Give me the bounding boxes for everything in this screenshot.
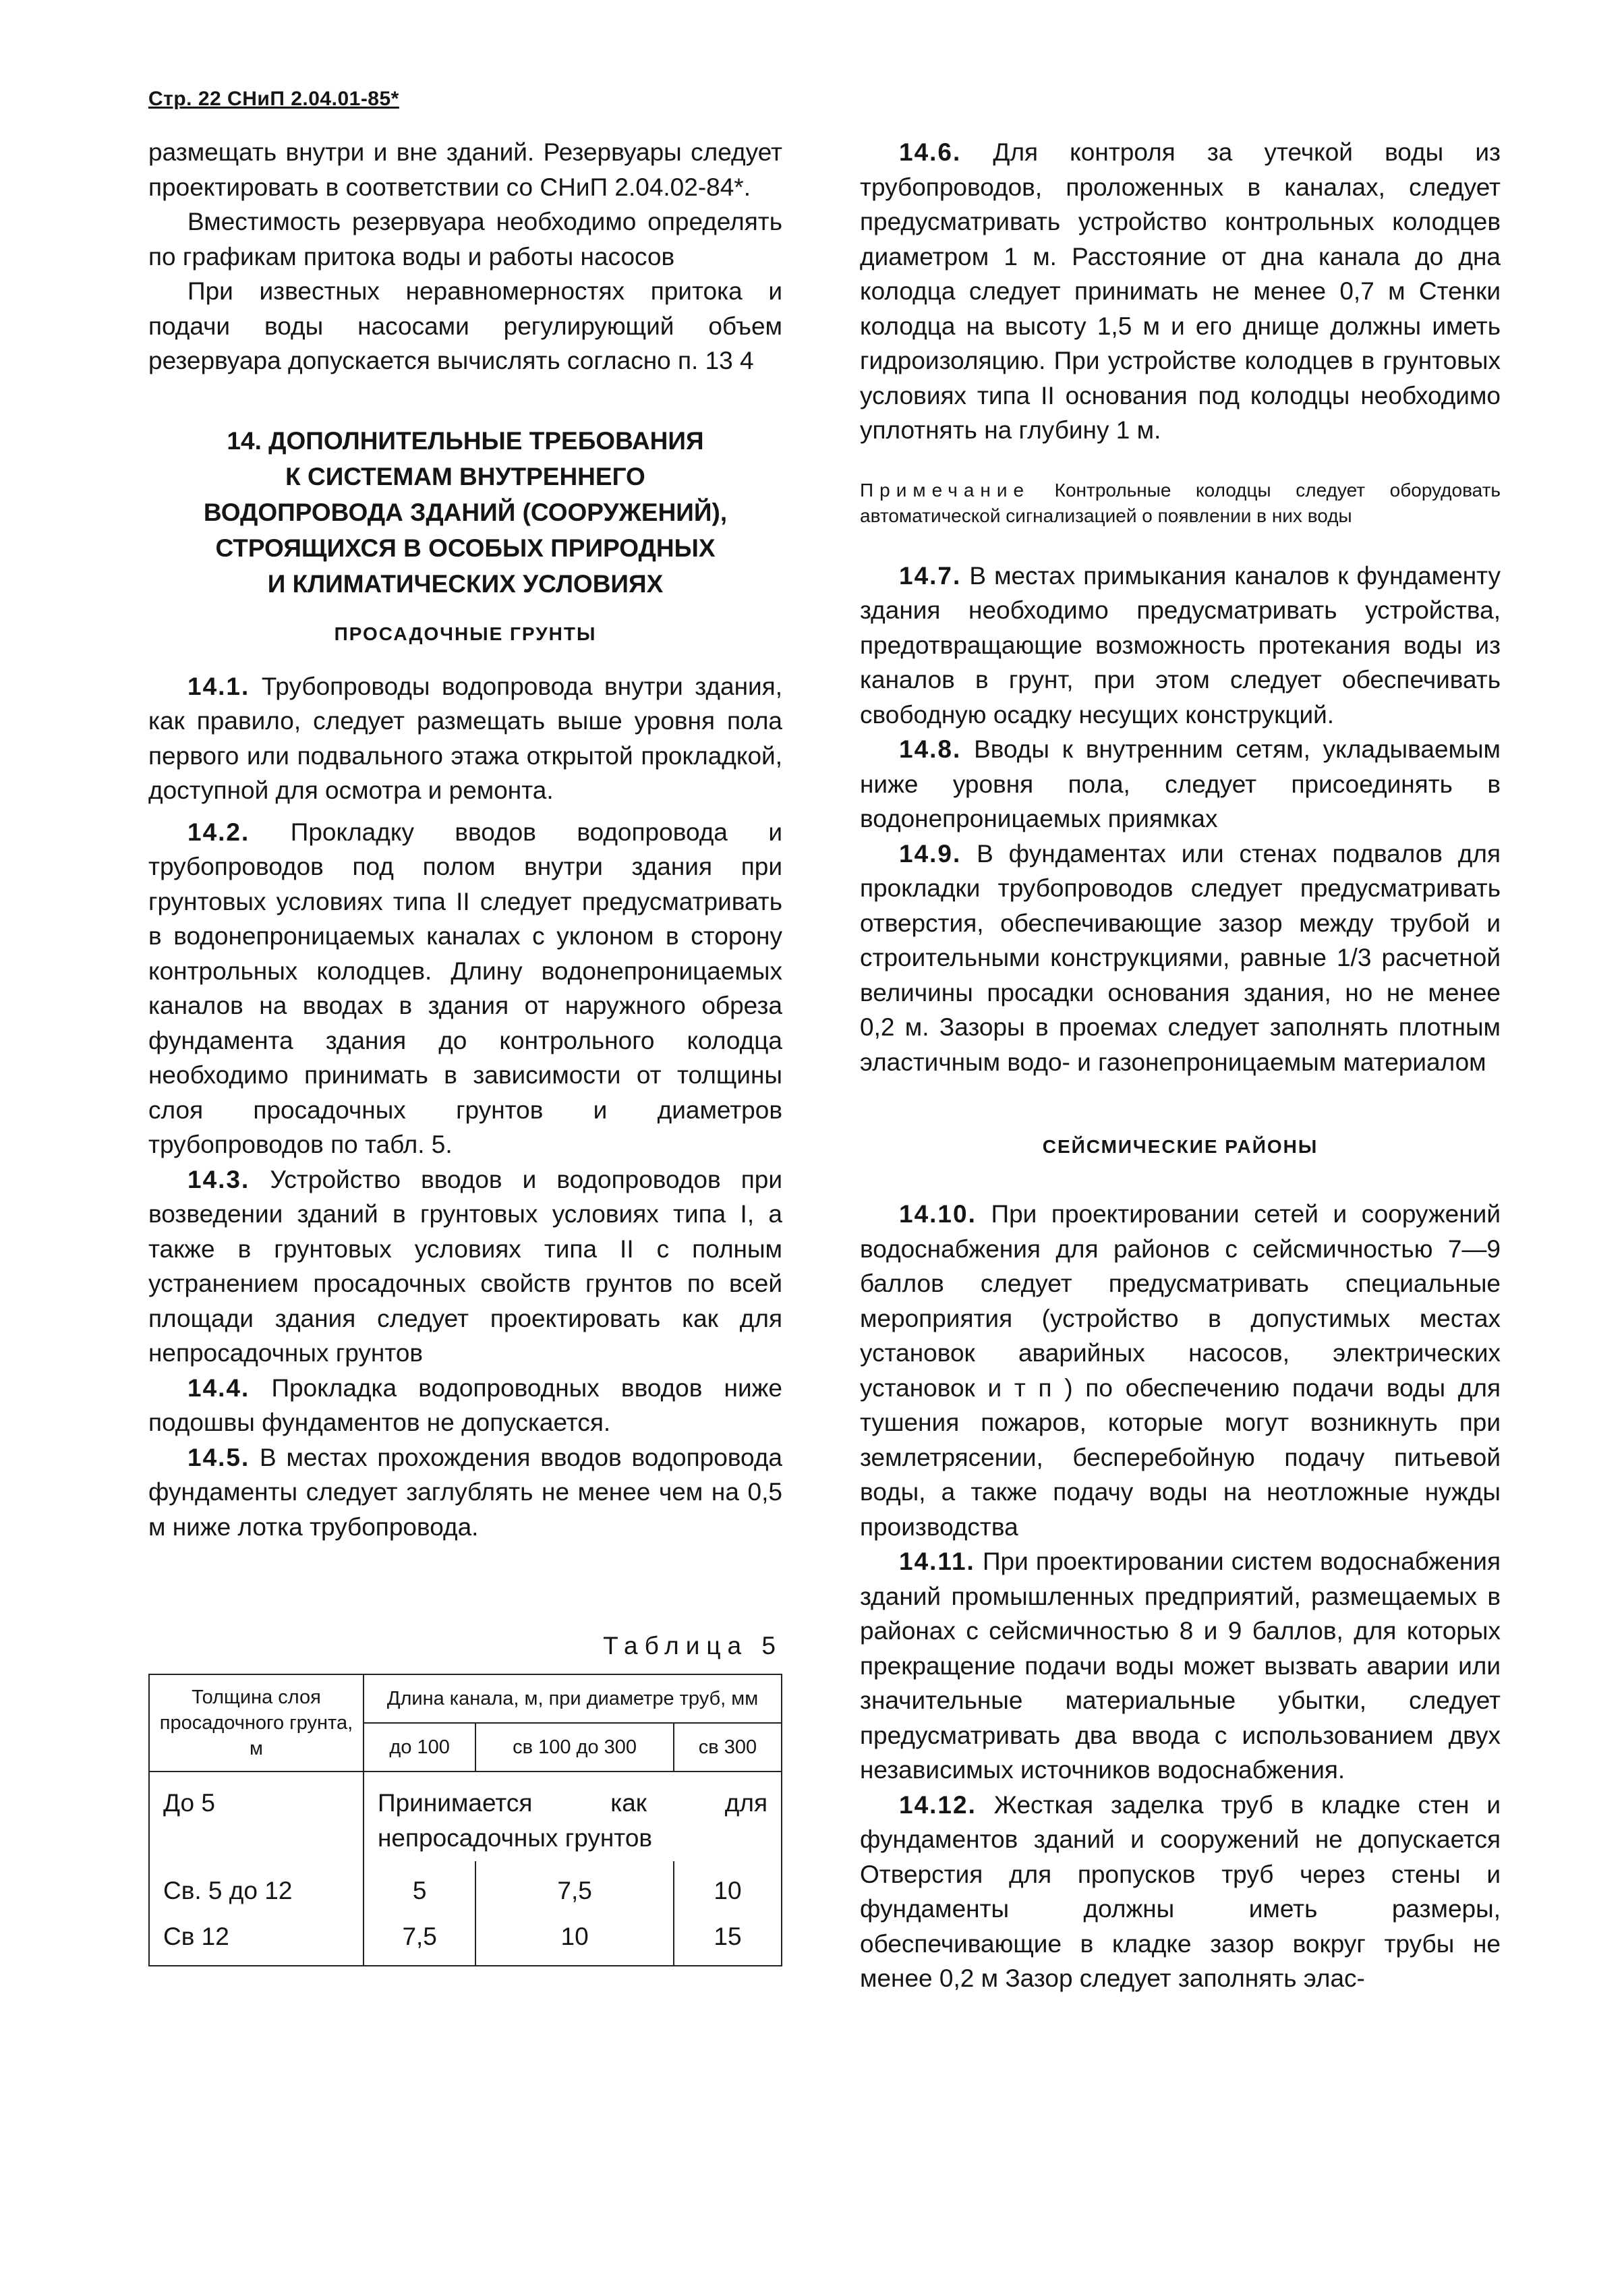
section-title-line: И КЛИМАТИЧЕСКИХ УСЛОВИЯХ <box>267 569 664 598</box>
clause-number: 14.9. <box>899 839 962 868</box>
clause-number: 14.6. <box>899 138 962 166</box>
clause-14-12 <box>860 1788 1501 1996</box>
right-column <box>860 135 1501 1996</box>
clause-number: 14.7. <box>899 561 962 590</box>
clause-14-8 <box>860 732 1501 837</box>
clause-14-5 <box>148 1440 782 1545</box>
clause-14-4 <box>148 1371 782 1440</box>
clause-14-10 <box>860 1197 1501 1544</box>
table-row <box>149 1861 782 1914</box>
clause-14-6 <box>860 135 1501 448</box>
cell-value: 7,5 <box>475 1861 674 1914</box>
clause-14-9 <box>860 837 1501 1080</box>
clause-text: Жесткая заделка труб в кладке стен и фундаментов зданий и сооружений не допускается Отверстия для пропусков труб через стены и фундаменты должны иметь размеры, обеспечивающие в кладке зазор вокруг трубы не менее 0,2 м Зазор следует заполнять элас- <box>860 1790 1501 1992</box>
cell-value: 5 <box>364 1861 475 1914</box>
section-14-title <box>148 423 782 602</box>
clause-text: При проектировании сетей и сооружений водоснабжения для районов с сейсмичностью 7—9 баллов следует предусматривать специальные мероприятия (устройство в допустимых местах установок аварийных насосов, электрических установок и т п ) по обеспечению подачи воды для тушения пожаров, которые могут возникнуть при землетрясении, бесперебойную подачу питьевой воды, а также подачу воды на неотложные нужды производства <box>860 1200 1501 1541</box>
note-label: Примечание <box>860 479 1031 501</box>
clause-14-3 <box>148 1162 782 1371</box>
clause-text: Прокладку вводов водопровода и трубопроводов под полом внутри здания при грунтовых условиях типа II следует предусматривать в водонепроницаемых каналах с уклоном в сторону контрольных колодцев. Длину водонепроницаемых каналов на вводах в здания от наружного обреза фундамента здания до контрольного колодца необходимо принимать в зависимости от толщины слоя просадочных грунтов и диаметров трубопроводов по табл. 5. <box>148 818 782 1158</box>
clause-number: 14.12. <box>899 1790 977 1819</box>
clause-number: 14.2. <box>187 818 250 846</box>
clause-text: Вводы к внутренним сетям, укладываемым ниже уровня пола, следует присоединять в водонепроницаемых приямках <box>860 735 1501 832</box>
cell-value: 10 <box>475 1914 674 1966</box>
table-5 <box>148 1674 782 1966</box>
subsection-subsiding-soils: ПРОСАДОЧНЫЕ ГРУНТЫ <box>334 623 597 644</box>
merged-cell: Принимается как для непросадочных грунтов <box>364 1772 782 1861</box>
subheader-100-300: св 100 до 300 <box>475 1723 674 1772</box>
clause-14-7 <box>860 559 1501 733</box>
subsection-seismic-regions: СЕЙСМИЧЕСКИЕ РАЙОНЫ <box>1042 1136 1318 1157</box>
table-row <box>149 1914 782 1966</box>
clause-number: 14.3. <box>187 1165 250 1193</box>
paragraph-reservoirs: размещать внутри и вне зданий. Резервуары следует проектировать в соответствии со СНиП 2.04.02-84*. <box>148 138 782 201</box>
clause-text: В местах прохождения вводов водопровода фундаменты следует заглублять не менее чем на 0,5 м ниже лотка трубопровода. <box>148 1443 782 1541</box>
cell-value: 15 <box>674 1914 782 1966</box>
clause-text: Трубопроводы водопровода внутри здания, как правило, следует размещать выше уровня пола первого или подвального этажа открытой прокладкой, доступной для осмотра и ремонта. <box>148 672 782 804</box>
section-title-line: К СИСТЕМАМ ВНУТРЕННЕГО <box>285 462 645 490</box>
cell-value: 10 <box>674 1861 782 1914</box>
paragraph-regulating-volume: При известных неравномерностях притока и подачи воды насосами регулирующий объем резервуара допускается вычислять согласно п. 13 4 <box>148 277 782 374</box>
clause-number: 14.10. <box>899 1200 977 1228</box>
subheader-up-to-100: до 100 <box>364 1723 475 1772</box>
table-row <box>149 1772 782 1861</box>
row-label: Св 12 <box>149 1914 364 1966</box>
clause-number: 14.11. <box>899 1548 975 1575</box>
clause-text: В местах примыкания каналов к фундаменту здания необходимо предусматривать устройства, предотвращающие возможность протекания воды из каналов в грунт, при этом следует обеспечивать свободную осадку несущих конструкций. <box>860 561 1501 729</box>
clause-14-1 <box>148 669 782 808</box>
header-thickness: Толщина слоя просадочного грунта, м <box>149 1674 364 1772</box>
left-column <box>148 135 782 1966</box>
paragraph-capacity: Вместимость резервуара необходимо определять по графикам притока воды и работы насосов <box>148 208 782 271</box>
subheader-over-300: св 300 <box>674 1723 782 1772</box>
clause-number: 14.1. <box>187 672 250 700</box>
clause-number: 14.8. <box>899 735 962 763</box>
clause-text: В фундаментах или стенах подвалов для прокладки трубопроводов следует предусматривать отверстия, обеспечивающие зазор между трубой и строительными конструкциями, равные 1/3 расчетной величины просадки основания здания, но не менее 0,2 м. Зазоры в проемах следует заполнять плотным эластичным водо- и газонепроницаемым материалом <box>860 839 1501 1076</box>
clause-number: 14.4. <box>187 1373 250 1402</box>
row-label: До 5 <box>163 1789 215 1817</box>
table-header-row <box>149 1674 782 1723</box>
note-text: Контрольные колодцы следует оборудовать автоматической сигнализацией о появлении в них воды <box>860 479 1501 526</box>
note <box>860 478 1501 529</box>
cell-value: 7,5 <box>364 1914 475 1966</box>
row-label: Св. 5 до 12 <box>163 1877 293 1904</box>
clause-14-2 <box>148 815 782 1162</box>
header-channel-length: Длина канала, м, при диаметре труб, мм <box>364 1674 782 1723</box>
section-title-line: 14. ДОПОЛНИТЕЛЬНЫЕ ТРЕБОВАНИЯ <box>227 426 704 455</box>
page-header: Стр. 22 СНиП 2.04.01-85* <box>148 88 399 110</box>
section-title-line: ВОДОПРОВОДА ЗДАНИЙ (СООРУЖЕНИЙ), <box>203 498 728 526</box>
clause-14-11 <box>860 1544 1501 1788</box>
clause-text: Прокладка водопроводных вводов ниже подошвы фундаментов не допускается. <box>148 1373 782 1436</box>
table-5-caption: Таблица 5 <box>603 1632 782 1660</box>
clause-text: При проектировании систем водоснабжения зданий промышленных предприятий, размещаемых в районах с сейсмичностью 8 и 9 баллов, для которых прекращение подачи воды может вызвать аварии или значительные материальные убытки, следует предусматривать два ввода с использованием двух независимых источников водоснабжения. <box>860 1548 1501 1784</box>
clause-text: Устройство вводов и водопроводов при возведении зданий в грунтовых условиях типа I, а также в грунтовых условиях типа II с полным устранением просадочных свойств грунтов по всей площади здания следует проектировать как для непросадочных грунтов <box>148 1165 782 1367</box>
clause-number: 14.5. <box>187 1443 250 1471</box>
section-title-line: СТРОЯЩИХСЯ В ОСОБЫХ ПРИРОДНЫХ <box>215 534 716 562</box>
clause-text: Для контроля за утечкой воды из трубопроводов, проложенных в каналах, следует предусматривать устройство контрольных колодцев диаметром 1 м. Расстояние от дна канала до дна колодца следует принимать не менее 0,7 м Стенки колодца на высоту 1,5 м и его днище должны иметь гидроизоляцию. При устройстве колодцев в грунтовых условиях типа II основания под колодцы необходимо уплотнять на глубину 1 м. <box>860 138 1501 444</box>
